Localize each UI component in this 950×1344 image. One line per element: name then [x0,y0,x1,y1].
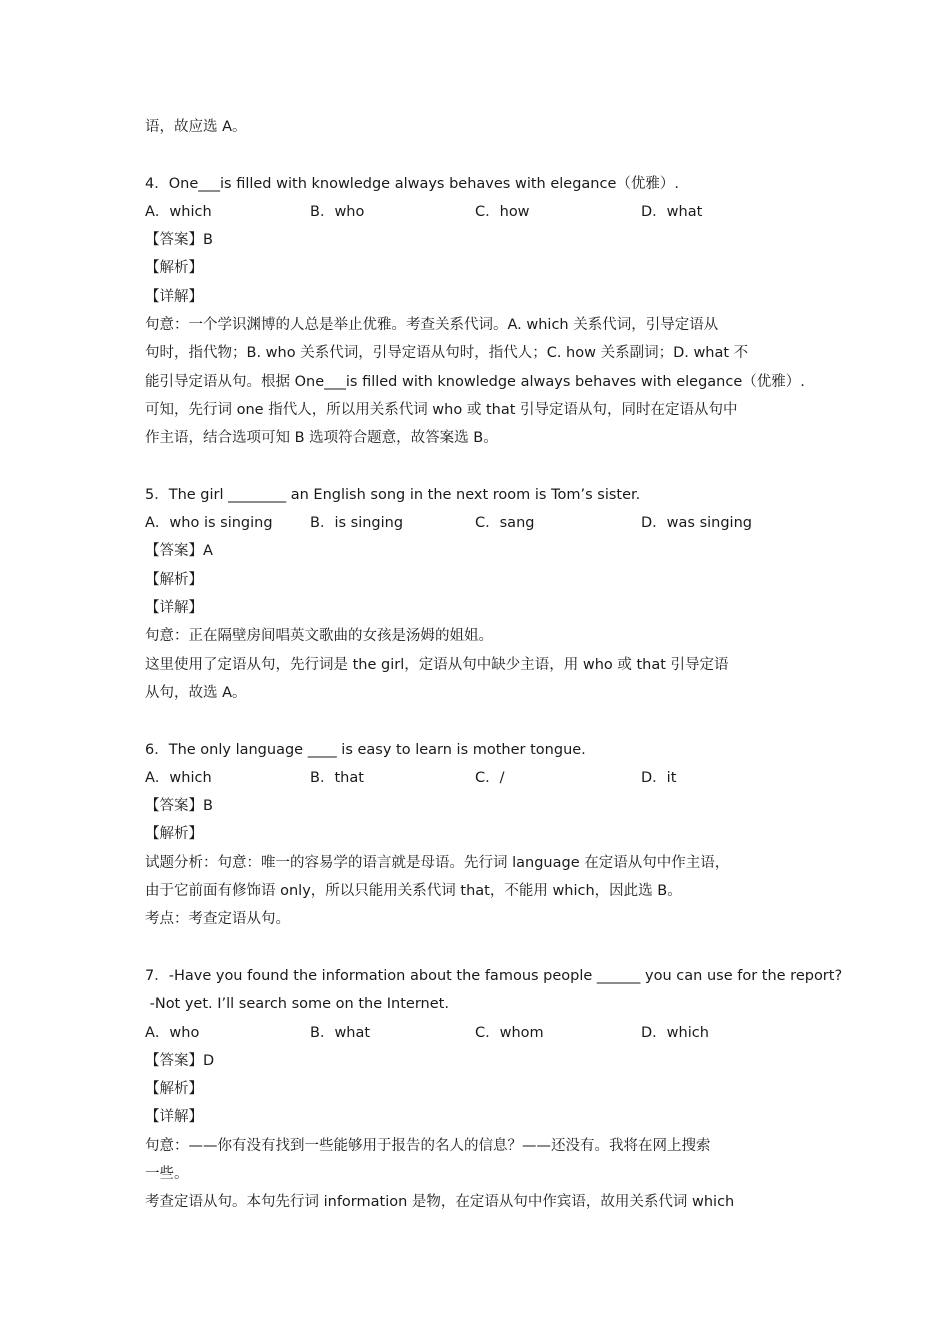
explanation-line: 考查定语从句。本句先行词 information 是物，在定语从句中作宾语，故用关系代词 which [145,1194,735,1211]
explanation-line: 一些。 [145,1165,189,1182]
document-body [145,113,843,1217]
option-d: D．which [641,1024,709,1041]
question-stem: 4．One___is filled with knowledge always behaves with elegance（优雅）. [145,175,679,192]
question-stem: 6．The only language ____ is easy to learn is mother tongue. [145,741,586,758]
explanation-line: 考点：考查定语从句。 [145,911,290,928]
explanation-line: 这里使用了定语从句，先行词是 the girl，定语从句中缺少主语，用 who 或 that 引导定语 [145,656,729,673]
analysis-heading: 【解析】 [145,1081,203,1098]
question-5 [145,481,825,707]
option-a: A．who is singing [145,515,273,532]
option-b: B．who [310,203,365,220]
spacer [145,141,825,169]
options-row [145,509,825,537]
spacer [145,934,825,962]
option-c: C．sang [475,515,535,532]
question-6 [145,736,825,934]
option-d: D．what [641,203,703,220]
explanation-line: 由于它前面有修饰语 only，所以只能用关系代词 that，不能用 which，因此选 B。 [145,883,682,900]
option-a: A．which [145,769,212,786]
answer-line: 【答案】A [145,543,213,560]
option-a: A．who [145,1024,200,1041]
option-d: D．it [641,769,677,786]
explanation-line: 可知，先行词 one 指代人，所以用关系代词 who 或 that 引导定语从句，同时在定语从句中 [145,401,738,418]
question-stem: 5．The girl ________ an English song in the next room is Tom’s sister. [145,486,641,503]
explanation-line: 作主语，结合选项可知 B 选项符合题意，故答案选 B。 [145,430,498,447]
option-b: B．that [310,769,364,786]
detail-heading: 【详解】 [145,1109,203,1126]
detail-heading: 【详解】 [145,288,203,305]
explanation-line: 句时，指代物；B. who 关系代词，引导定语从句时，指代人；C. how 关系副词；D. what 不 [145,345,749,362]
option-c: C．/ [475,769,505,786]
spacer [145,707,825,735]
option-d: D．was singing [641,515,752,532]
question-stem-reply: -Not yet. I’ll search some on the Internet. [145,996,449,1013]
answer-line: 【答案】B [145,798,213,815]
question-4 [145,170,825,453]
explanation-line: 能引导定语从句。根据 One___is filled with knowledge always behaves with elegance（优雅）. [145,373,805,390]
options-row [145,764,825,792]
analysis-heading: 【解析】 [145,260,203,277]
explanation-line: 试题分析：句意：唯一的容易学的语言就是母语。先行词 language 在定语从句中作主语， [145,854,730,871]
answer-line: 【答案】B [145,232,213,249]
question-7 [145,962,843,1217]
analysis-heading: 【解析】 [145,826,203,843]
spacer [145,453,825,481]
option-b: B．is singing [310,515,404,532]
answer-line: 【答案】D [145,1052,215,1069]
explanation-line: 从句，故选 A。 [145,684,247,701]
question-stem: 7．-Have you found the information about the famous people ______ you can use for the report? [145,967,843,984]
options-row [145,198,825,226]
option-c: C．whom [475,1024,544,1041]
options-row [145,1019,825,1047]
explanation-line: 句意：正在隔壁房间唱英文歌曲的女孩是汤姆的姐姐。 [145,628,493,645]
explanation-line: 句意：——你有没有找到一些能够用于报告的名人的信息？——还没有。我将在网上搜索 [145,1137,711,1154]
analysis-heading: 【解析】 [145,571,203,588]
detail-heading: 【详解】 [145,600,203,617]
intro-line: 语，故应选 A。 [145,119,247,135]
option-c: C．how [475,203,530,220]
explanation-line: 句意：一个学识渊博的人总是举止优雅。考查关系代词。A. which 关系代词，引导定语从 [145,317,719,334]
option-b: B．what [310,1024,371,1041]
option-a: A．which [145,203,212,220]
